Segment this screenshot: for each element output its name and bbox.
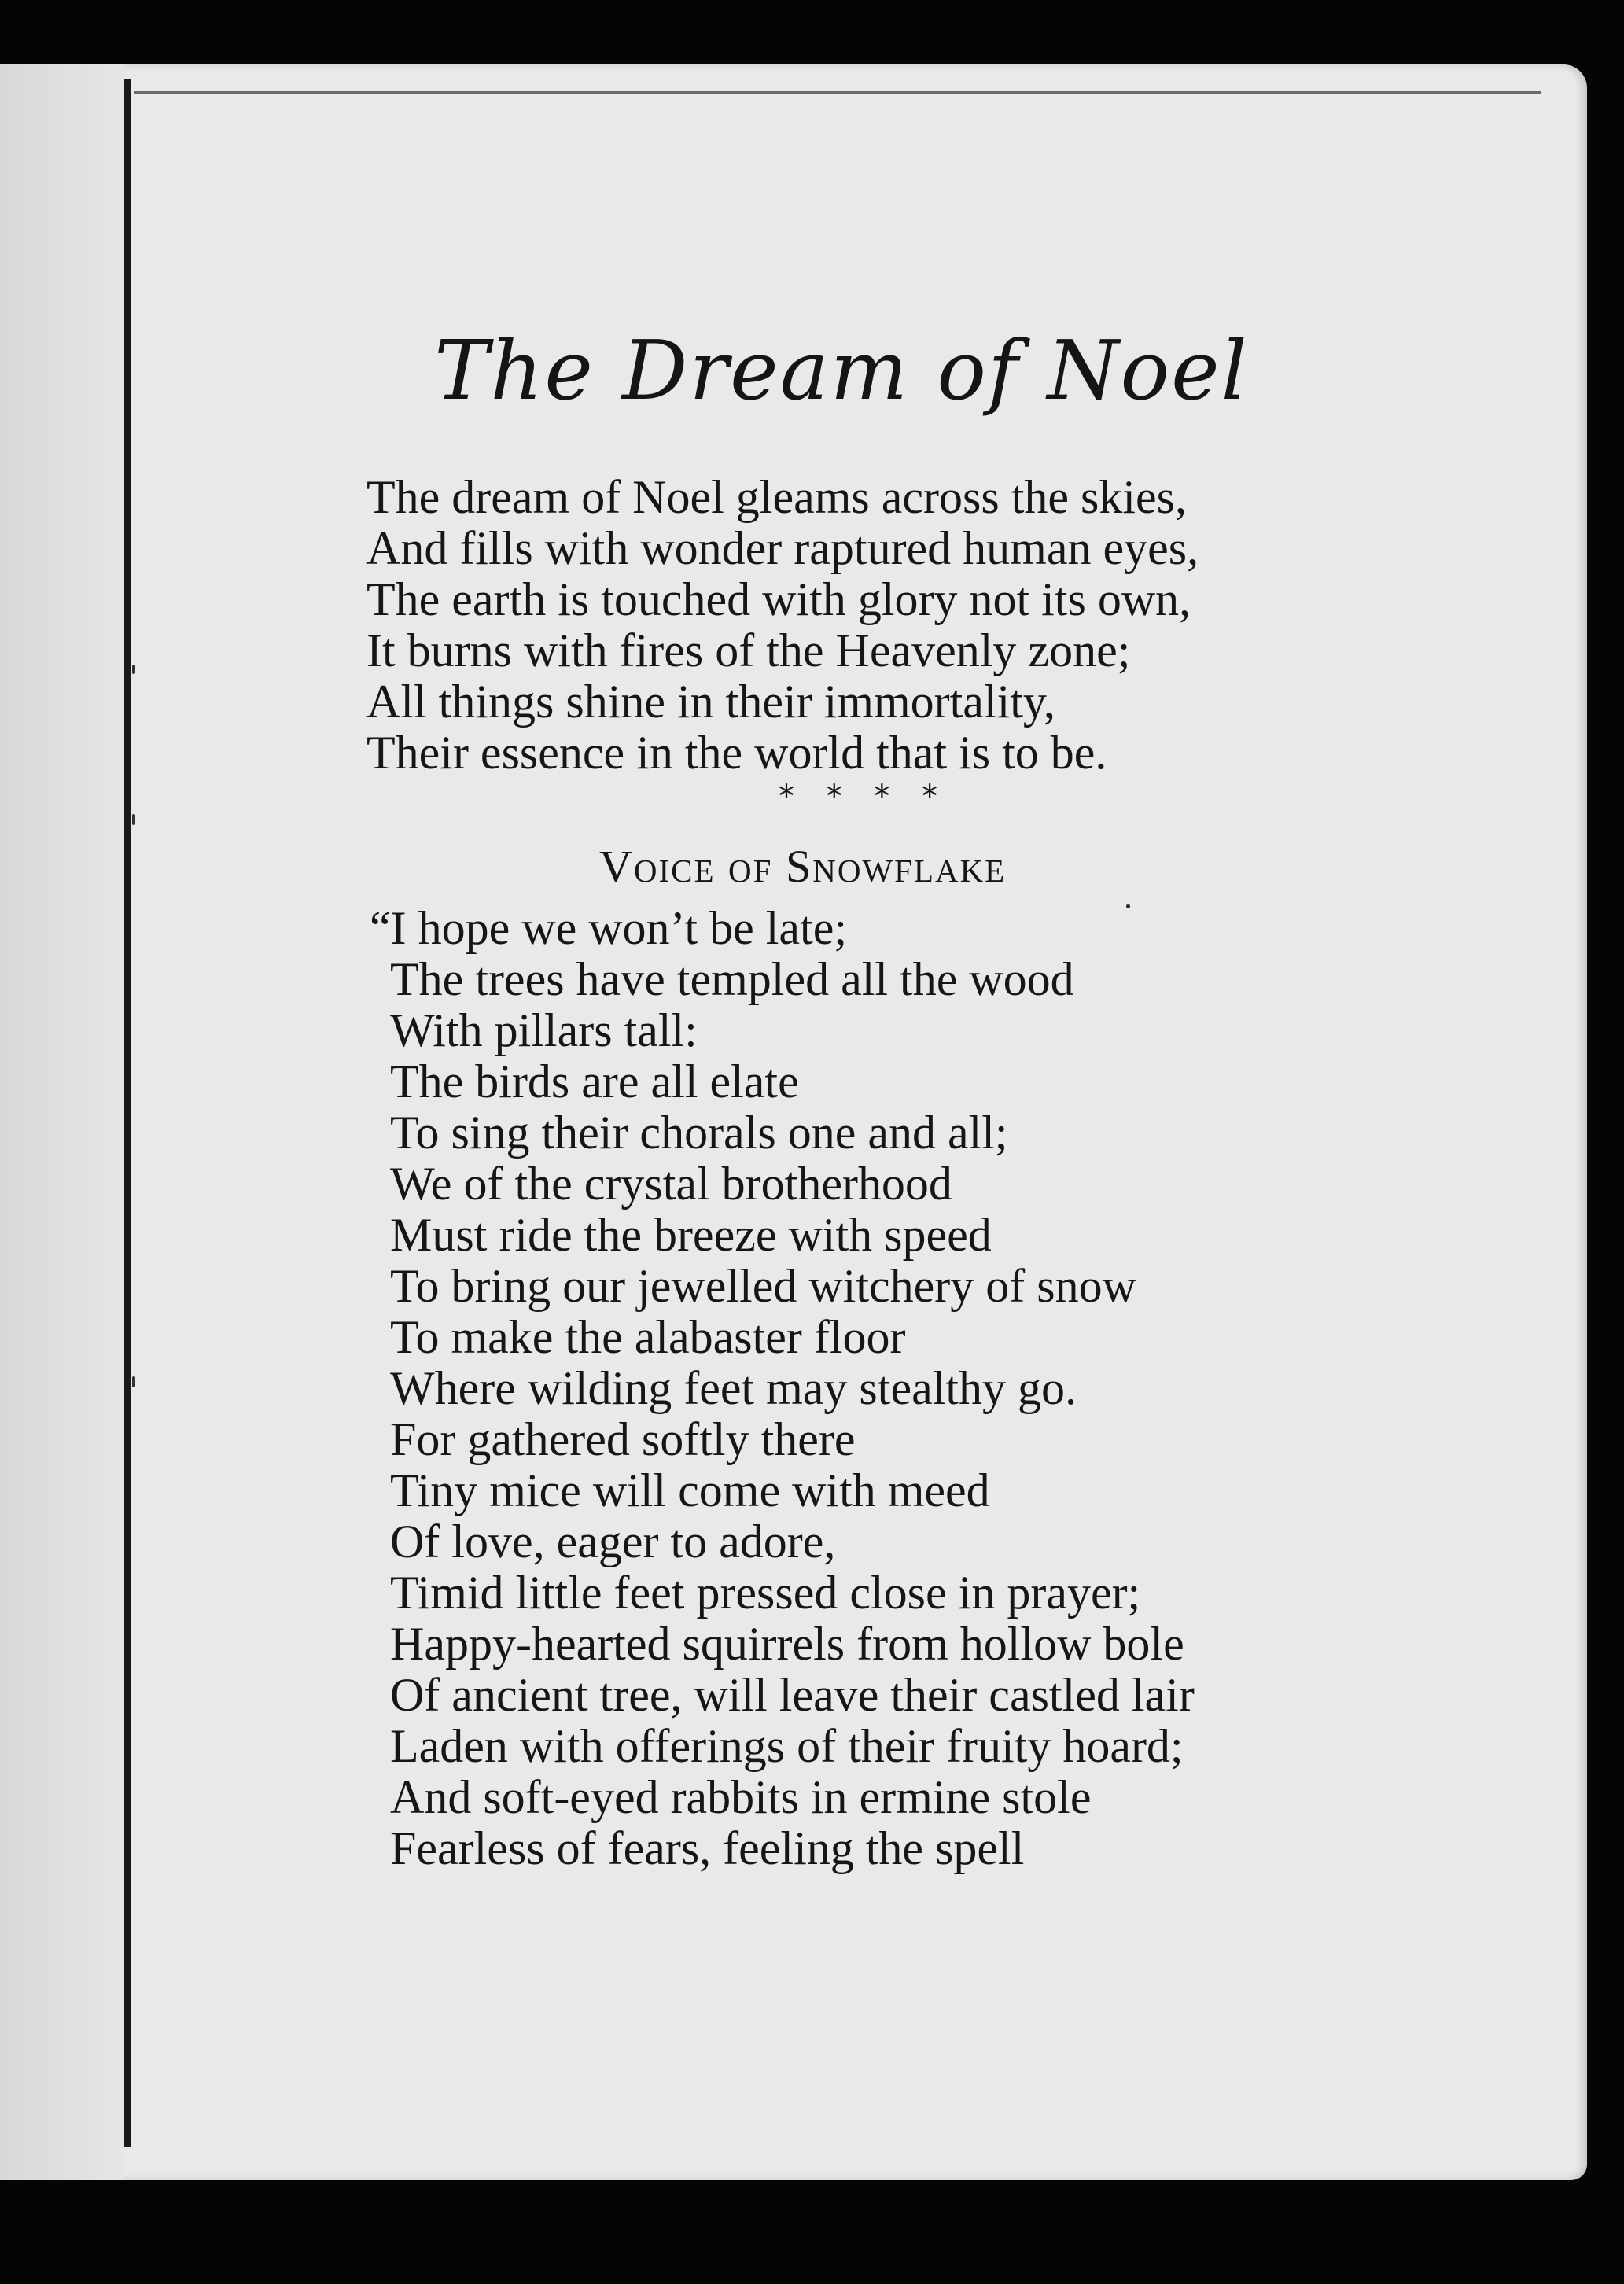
scan-speck xyxy=(132,665,135,674)
poem-line: With pillars tall: xyxy=(390,1004,698,1056)
facing-page-edge xyxy=(0,64,124,2180)
poem-line: The trees have templed all the wood xyxy=(390,953,1074,1005)
poem-line: All things shine in their immortality, xyxy=(366,676,1056,728)
poem-line: Tiny mice will come with meed xyxy=(390,1464,990,1516)
stanza-one xyxy=(366,472,1199,779)
poem-line: Timid little feet pressed close in prayer; xyxy=(390,1567,1141,1619)
poem-line xyxy=(370,1874,1195,1925)
top-border-rule xyxy=(134,91,1541,94)
poem-line: Happy-hearted squirrels from hollow bole xyxy=(390,1618,1184,1670)
poem-line: For gathered softly there xyxy=(390,1413,856,1465)
stanza-two xyxy=(370,903,1195,1925)
poem-line: Fearless of fears, feeling the spell xyxy=(390,1822,1025,1874)
section-separator: * * * * xyxy=(779,779,949,815)
poem-line: To bring our jewelled witchery of snow xyxy=(390,1260,1136,1312)
section-heading: Voice of Snowflake xyxy=(599,841,1007,892)
poem-line: Where wilding feet may stealthy go. xyxy=(390,1362,1077,1414)
poem-line: The dream of Noel gleams across the skies, xyxy=(366,471,1187,523)
poem-title: The Dream of Noel xyxy=(434,322,1249,418)
poem-line: The earth is touched with glory not its own, xyxy=(366,573,1191,625)
poem-line: To sing their chorals one and all; xyxy=(390,1107,1008,1159)
poem-line: The birds are all elate xyxy=(390,1055,799,1107)
poem-line: Laden with offerings of their fruity hoard; xyxy=(390,1720,1184,1772)
scan-speck xyxy=(132,814,135,825)
poem-line: Their essence in the world that is to be. xyxy=(366,727,1107,779)
poem-line: Of ancient tree, will leave their castled lair xyxy=(390,1669,1195,1721)
poem-line: Must ride the breeze with speed xyxy=(390,1209,992,1261)
poem-line: Of love, eager to adore, xyxy=(390,1516,836,1567)
poem-line: To make the alabaster floor xyxy=(390,1311,906,1363)
poem-line: And soft-eyed rabbits in ermine stole xyxy=(390,1771,1092,1823)
poem-line: “I hope we won’t be late; xyxy=(370,902,848,954)
poem-line: It burns with fires of the Heavenly zone; xyxy=(366,624,1131,676)
poem-line: And fills with wonder raptured human eyes, xyxy=(366,522,1199,574)
scan-speck xyxy=(132,1376,135,1387)
page-gutter-line xyxy=(124,79,131,2147)
poem-line: We of the crystal brotherhood xyxy=(390,1158,952,1210)
